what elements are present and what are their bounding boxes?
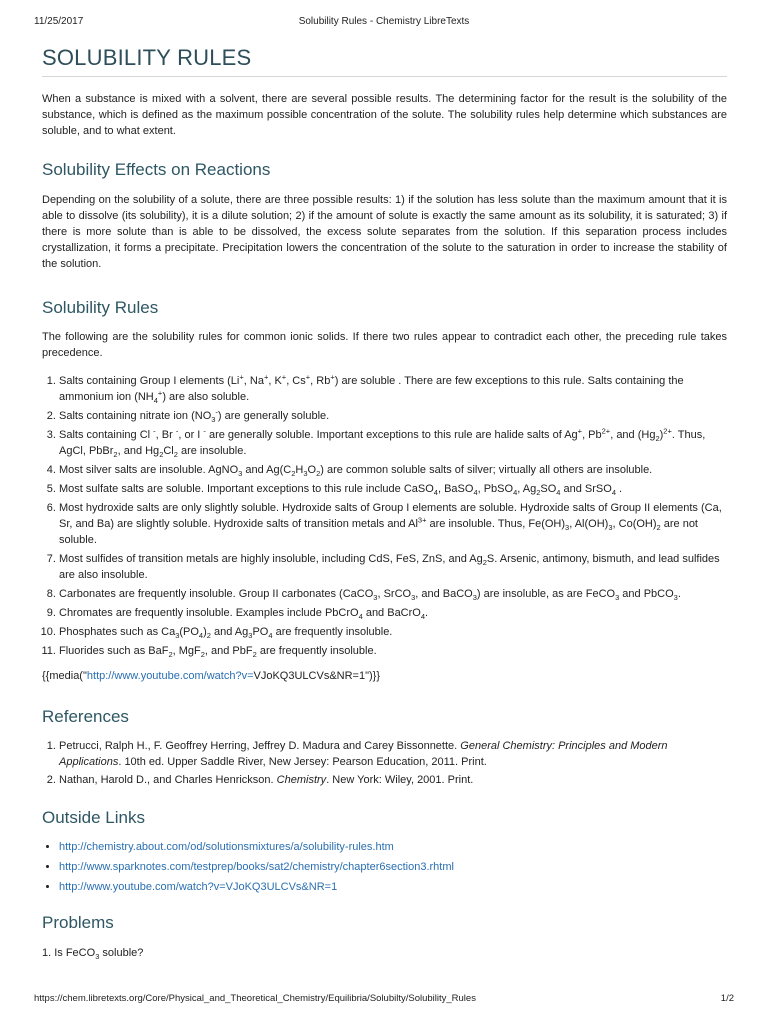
reference-item: 1. Petrucci, Ralph H., F. Geoffrey Herring, Jeffrey D. Madura and Carey Bissonnette. General Chemistry: Principles and Modern Applications. 10th ed. Upper Saddle River, New Jersey: Pearson Education, 2011. Print. xyxy=(59,738,727,770)
page-url: https://chem.libretexts.org/Core/Physical_and_Theoretical_Chemistry/Equilibria/Solubilty/Solubility_Rules xyxy=(34,993,476,1004)
reference-item: 2. Nathan, Harold D., and Charles Henrickson. Chemistry. New York: Wiley, 2001. Print. xyxy=(59,772,727,788)
rule-item: 6. Most hydroxide salts are only slightly soluble. Hydroxide salts of Group I elements are soluble. Hydroxide salts of Group II elements (Ca, Sr, and Ba) are slightly soluble. Hydroxide salts of transition metals and $Al^{3+}$ are insoluble. Thus, $Fe(OH)_3$, $Al(OH)_3$, $Co(OH)_2$ are not soluble. xyxy=(59,500,727,548)
rule-item: 7. Most sulfides of transition metals are highly insoluble, including CdS, FeS, ZnS, and $Ag_2S$. Arsenic, antimony, bismuth, and lead sulfides are also insoluble. xyxy=(59,551,727,583)
references-heading: References xyxy=(42,707,129,726)
page-number: 1/2 xyxy=(720,993,734,1004)
media-suffix: VJoKQ3ULCVs&NR=1")}} xyxy=(253,670,381,682)
rule-item: 10. Phosphates such as $Ca_3(PO_4)_2$ and $Ag_3PO_4$ are frequently insoluble. xyxy=(59,624,727,640)
rule-item: 5. Most sulfate salts are soluble. Important exceptions to this rule include CaSO$_4$, BaSO$_4$, PbSO$_4$, $Ag_2SO_4$ and SrSO$_4$ . xyxy=(59,481,727,497)
outside-links-list xyxy=(42,839,727,895)
effects-heading: Solubility Effects on Reactions xyxy=(42,160,271,179)
media-embed xyxy=(42,668,727,684)
intro-paragraph: When a substance is mixed with a solvent, there are several possible results. The determining factor for the result is the solubility of the substance, which is defined as the maximum possible concentration of the solute. The solubility rules help determine which substances are soluble, and to what extent. xyxy=(42,93,727,137)
problems-list xyxy=(42,945,727,961)
outside-link-item xyxy=(59,839,727,855)
page-title: SOLUBILITY RULES xyxy=(42,42,727,77)
problem-item: 1. Is FeCO$_3$ soluble? xyxy=(42,947,144,962)
rule-item: 4. Most silver salts are insoluble. AgNO$_3$ and $Ag(C_2H_3O_2)$ are common soluble salts of silver; virtually all others are insoluble. xyxy=(59,462,727,478)
media-link[interactable]: http://www.youtube.com/watch?v= xyxy=(86,670,254,682)
references-list xyxy=(42,738,727,788)
rules-heading: Solubility Rules xyxy=(42,298,159,317)
rules-list xyxy=(42,373,727,659)
outside-link-item xyxy=(59,859,727,875)
article xyxy=(42,42,727,961)
media-prefix: {{media(" xyxy=(42,670,87,682)
print-date: 11/25/2017 xyxy=(34,16,84,27)
rule-item: 8. Carbonates are frequently insoluble. Group II carbonates (CaCO$_3$, SrCO$_3$, and BaCO$_3$) are insoluble, as are FeCO$_3$ and PbCO$_3$. xyxy=(59,586,727,602)
outside-link[interactable]: http://www.sparknotes.com/testprep/books/sat2/chemistry/chapter6section3.rhtml xyxy=(59,861,454,873)
rule-item: 11. Fluorides such as BaF$_2$, MgF$_2$, and PbF$_2$ are frequently insoluble. xyxy=(59,643,727,659)
rule-item: 2. Salts containing nitrate ion $(NO_3^-)$ are generally soluble. xyxy=(59,408,727,424)
outside-link[interactable]: http://chemistry.about.com/od/solutionsmixtures/a/solubility-rules.htm xyxy=(59,841,394,853)
problems-heading: Problems xyxy=(42,913,114,932)
outside-link-item xyxy=(59,879,727,895)
effects-paragraph: Depending on the solubility of a solute, there are three possible results: 1) if the solution has less solute than the maximum amount that it is able to dissolve (its solubility), it is a dilute solution; 2) if the amount of solute is exactly the same amount as its solubility, it is saturated; 3) if there is more solute than is able to be dissolved, the excess solute separates from the solution. If this separation process includes crystallization, it forms a precipitate. Precipitation lowers the concentration of the solute to the saturation in order to increase the stability of the solution. xyxy=(42,194,727,270)
rule-item: 1. Salts containing Group I elements (Li+, Na+, K+, Cs+, Rb+) are soluble . There are few exceptions to this rule. Salts containing the ammonium ion $(NH_4^+)$ are also soluble. xyxy=(59,373,727,405)
print-header xyxy=(34,16,734,30)
outside-links-heading: Outside Links xyxy=(42,808,145,827)
print-title: Solubility Rules - Chemistry LibreTexts xyxy=(298,16,470,27)
outside-link[interactable]: http://www.youtube.com/watch?v=VJoKQ3ULCVs&NR=1 xyxy=(59,881,338,893)
print-footer xyxy=(34,993,734,1007)
rules-intro: The following are the solubility rules for common ionic solids. If there two rules appear to contradict each other, the preceding rule takes precedence. xyxy=(42,331,727,359)
rule-item: 3. Salts containing Cl -, Br -, or I - are generally soluble. Important exceptions to this rule are halide salts of Ag+, $Pb^{2+}$, and $(Hg_2)^{2+}$. Thus, AgCl, PbBr$_2$, and $Hg_2Cl_2$ are insoluble. xyxy=(59,427,727,459)
rule-item: 9. Chromates are frequently insoluble. Examples include PbCrO$_4$ and BaCrO$_4$. xyxy=(59,605,727,621)
